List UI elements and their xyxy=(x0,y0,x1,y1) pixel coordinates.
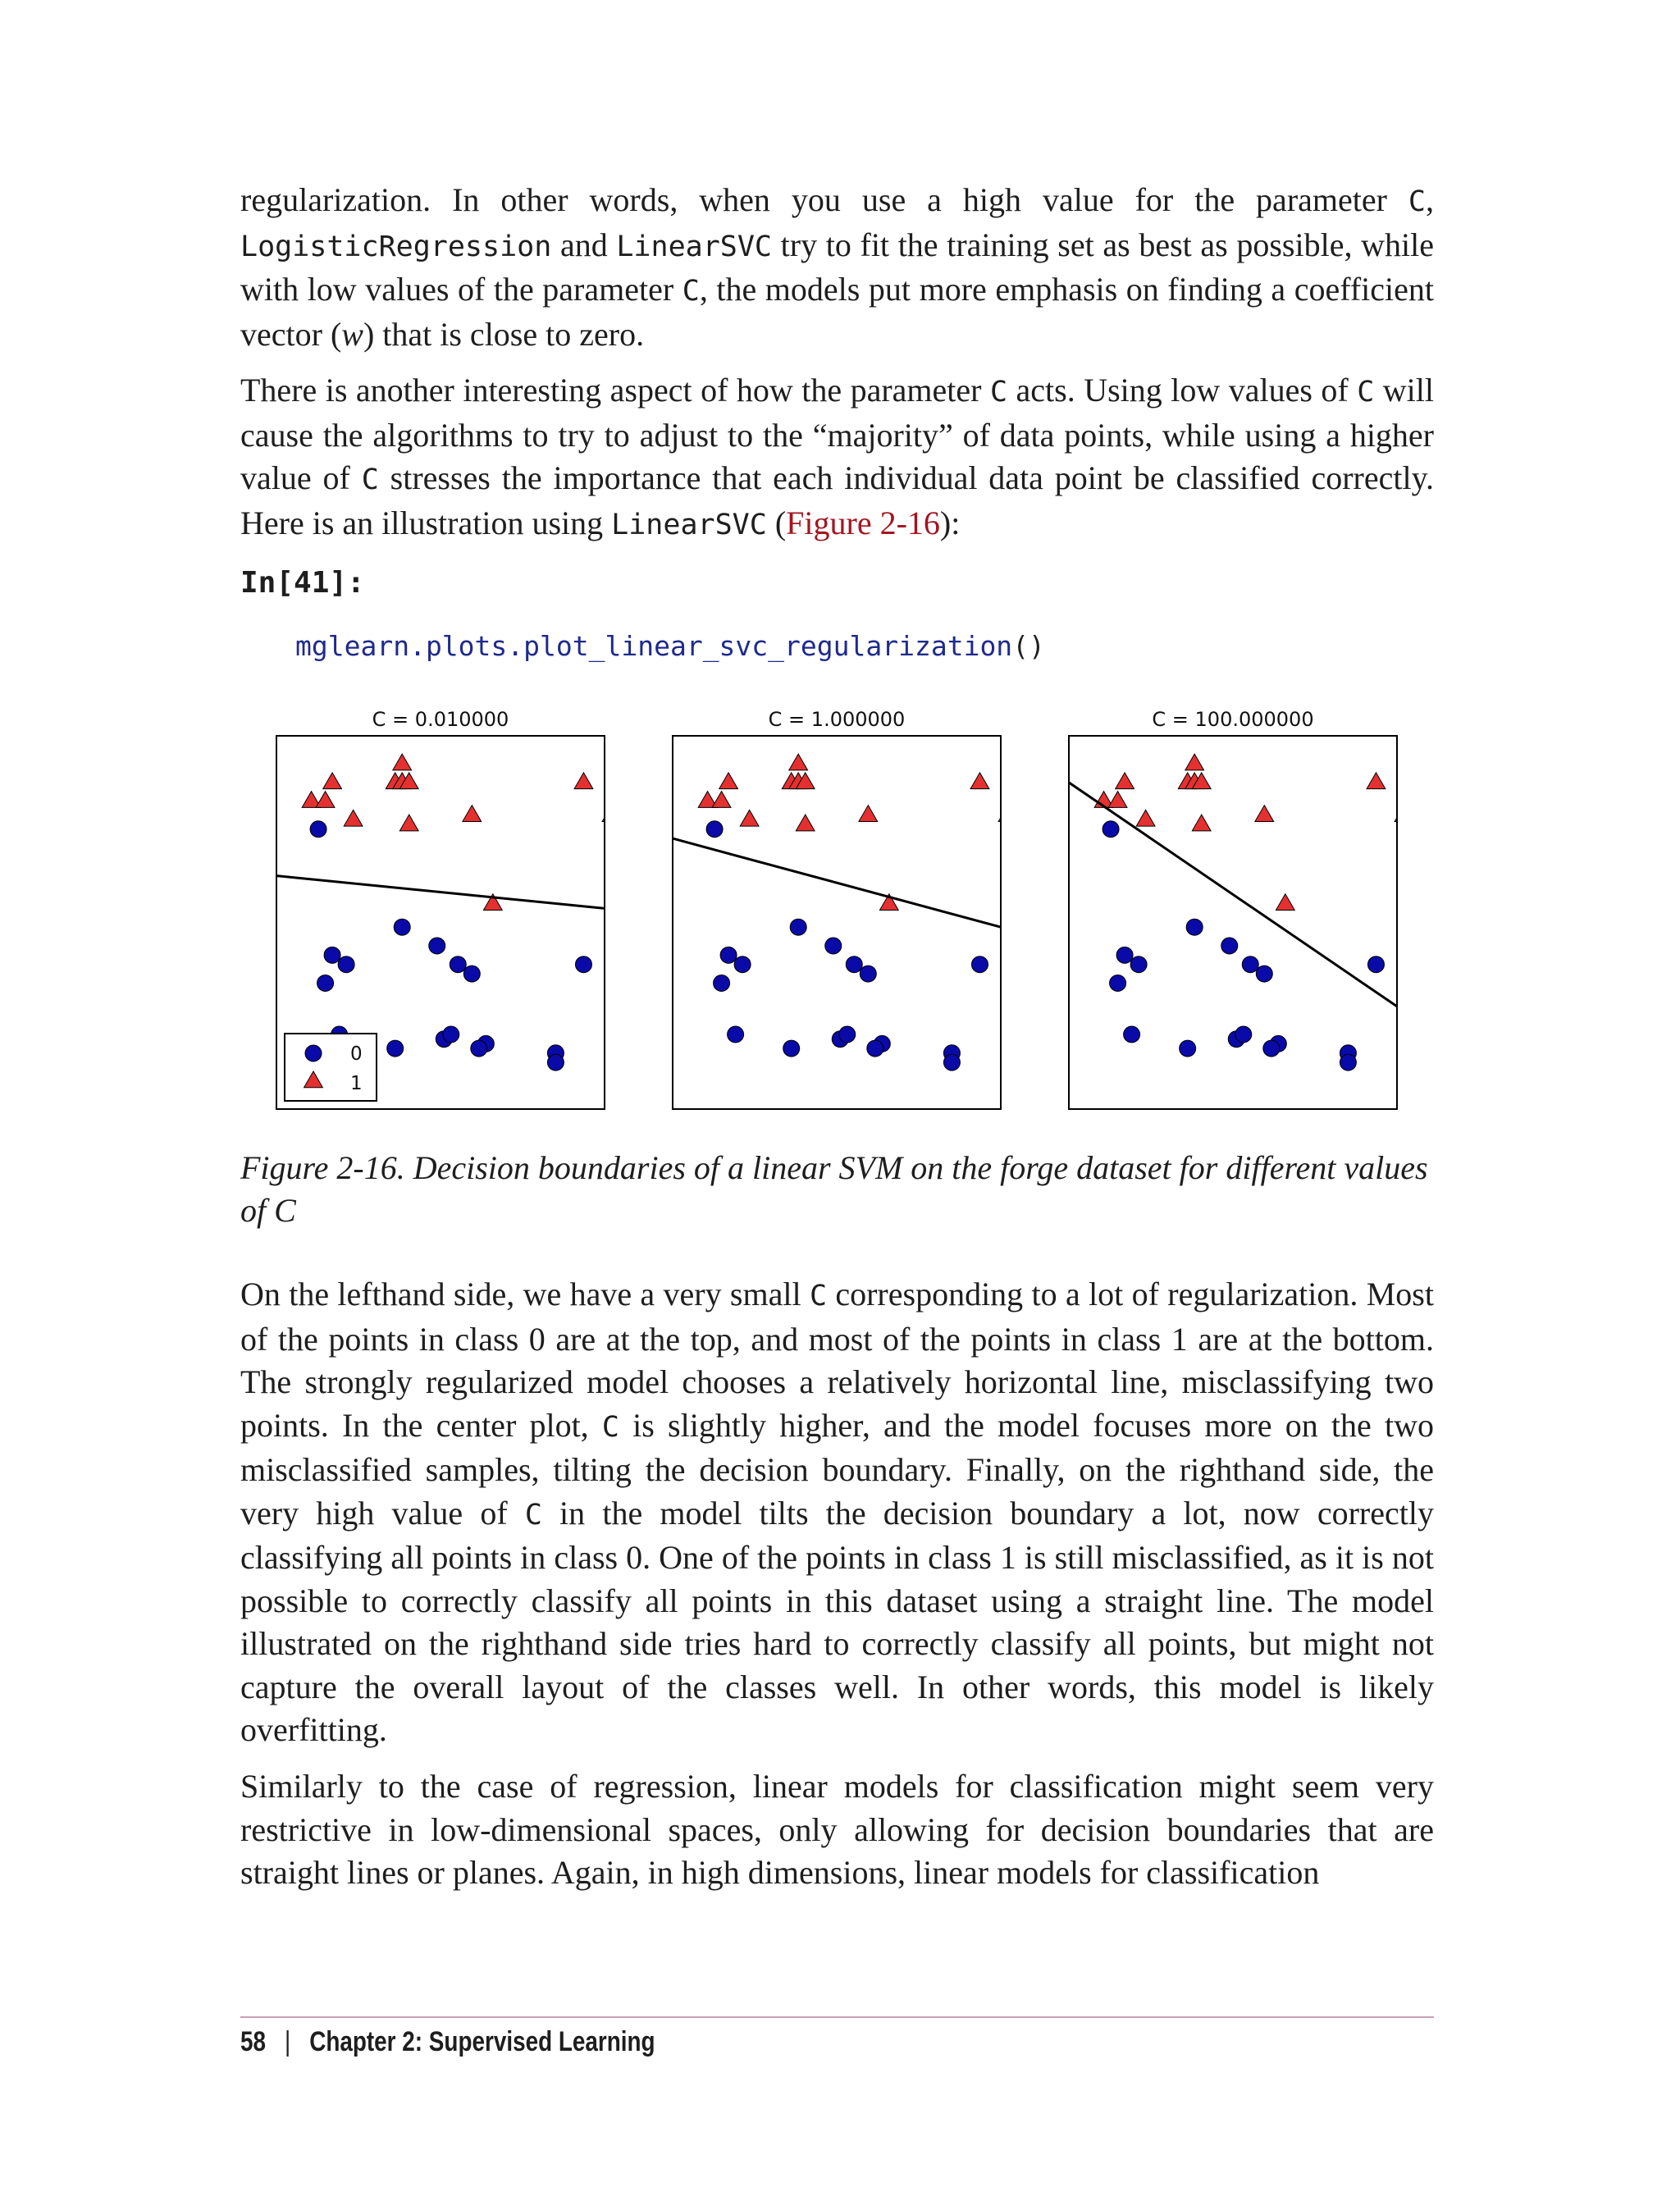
class-0-point xyxy=(720,947,737,963)
class-1-point xyxy=(796,815,815,831)
class-0-point xyxy=(1186,919,1203,935)
class-1-point xyxy=(859,806,878,822)
class-0-point xyxy=(394,919,410,935)
class-0-point xyxy=(1242,956,1258,973)
class-0-point xyxy=(575,956,591,973)
class-0-point xyxy=(971,956,988,973)
class-1-point xyxy=(1116,773,1134,789)
class-0-point xyxy=(839,1026,856,1043)
figure-link[interactable]: Figure 2-16 xyxy=(786,504,940,541)
class-0-point xyxy=(317,975,334,991)
scatter-panel-2 xyxy=(673,708,1017,1109)
class-1-point xyxy=(344,810,363,826)
class-0-point xyxy=(943,1054,960,1071)
class-1-point xyxy=(1136,810,1155,826)
class-0-point xyxy=(860,966,876,982)
class-1-point xyxy=(316,792,335,808)
code-prompt: In[41]: xyxy=(240,566,365,600)
plot-area xyxy=(1069,754,1413,1071)
class-0-point xyxy=(825,938,842,954)
figure-caption: Figure 2-16. Decision boundaries of a linear SVM on the forge dataset for different values of C xyxy=(240,1149,1428,1229)
class-0-point xyxy=(783,1040,800,1057)
class-0-point xyxy=(714,975,730,991)
class-1-point xyxy=(1192,815,1211,831)
class-0-point xyxy=(1110,975,1126,991)
class-0-point xyxy=(1116,947,1133,963)
class-1-point xyxy=(323,773,342,789)
footer-rule xyxy=(240,2016,1434,2018)
class-1-point xyxy=(719,773,738,789)
class-0-point xyxy=(1130,956,1147,973)
legend-box xyxy=(285,1034,377,1101)
class-0-point xyxy=(734,956,751,973)
class-1-point xyxy=(1276,894,1294,911)
legend-marker-0 xyxy=(305,1045,322,1061)
plot-area xyxy=(276,754,621,1071)
class-0-point xyxy=(463,966,480,982)
class-1-point xyxy=(1255,806,1274,822)
paragraph-explanation: On the lefthand side, we have a very small C corresponding to a lot of regularization. Most of the points in class 0 are at the top, and most of the points in class 1 are at the bottom. The strongly regularized model chooses a relatively horizontal line, misclassifying two points. In the center plot, C is slightly higher, and the model focuses more on the two misclassified samples, tilting the decision boundary. Finally, on the righthand side, the very high value of C in the model tilts the decision boundary a lot, now correctly classifying all points in class 0. One of the points in class 1 is still misclassified, as it is not possible to correctly classify all points in this dataset using a straight line. The model illustrated on the righthand side tries hard to correctly classify all points, but might not capture the overall layout of the classes well. In other words, this model is likely overfitting. xyxy=(240,1276,1434,1748)
panel-title: C = 100.000000 xyxy=(1152,708,1314,731)
panel-title: C = 0.010000 xyxy=(372,708,509,731)
paragraph-regularization: regularization. In other words, when you use a high value for the parameter C, LogisticRegression and LinearSVC try to fit the training set as best as possible, while with low values of the parameter C, the models put more emphasis on finding a coefficient vector (w) that is close to zero. xyxy=(240,181,1435,353)
class-1-point xyxy=(1185,754,1204,770)
decision-boundary xyxy=(1069,783,1397,1007)
class-0-point xyxy=(387,1040,404,1057)
paragraph-similarly: Similarly to the case of regression, linear models for classification might seem very restrictive in low-dimensional spaces, only allowing for decision boundaries that are straight lines or planes. Again, in high dimensions, linear models for classification xyxy=(240,1768,1434,1891)
class-1-point xyxy=(393,754,412,770)
class-1-point xyxy=(789,754,808,770)
class-0-point xyxy=(1367,956,1384,973)
decision-boundary xyxy=(276,876,605,909)
class-0-point xyxy=(443,1026,459,1043)
class-0-point xyxy=(450,956,466,973)
class-1-point xyxy=(1367,773,1386,789)
code-line: mglearn.plots.plot_linear_svc_regularization() xyxy=(295,630,1045,662)
class-1-point xyxy=(1108,792,1127,808)
class-0-point xyxy=(1124,1026,1140,1043)
legend-label-0: 0 xyxy=(350,1043,363,1065)
class-0-point xyxy=(1235,1026,1252,1043)
class-0-point xyxy=(1180,1040,1196,1057)
class-0-point xyxy=(1263,1040,1280,1057)
class-0-point xyxy=(846,956,862,973)
class-0-point xyxy=(338,956,354,973)
legend-label-1: 1 xyxy=(350,1073,363,1094)
scatter-panel-3 xyxy=(1069,708,1413,1109)
class-0-point xyxy=(867,1040,883,1057)
class-0-point xyxy=(706,821,723,838)
chapter-title: Chapter 2: Supervised Learning xyxy=(309,2026,655,2057)
class-0-point xyxy=(790,919,806,935)
class-0-point xyxy=(1102,821,1119,838)
class-0-point xyxy=(728,1026,744,1043)
class-0-point xyxy=(1256,966,1272,982)
page-footer: 58 | Chapter 2: Supervised Learning xyxy=(240,2026,655,2057)
decision-boundary xyxy=(673,838,1001,927)
class-1-point xyxy=(712,792,731,808)
paragraph-parameter-c: There is another interesting aspect of how the parameter C acts. Using low values of C will cause the algorithms to try to adjust to the “majority” of data points, while using a higher value of C stresses the importance that each individual data point be classified correctly. Here is an illustration using LinearSVC (Figure 2-16): xyxy=(240,372,1434,541)
class-1-point xyxy=(574,773,593,789)
class-0-point xyxy=(471,1040,487,1057)
class-1-point xyxy=(463,806,482,822)
scatter-panel-1 xyxy=(276,708,621,1109)
class-1-point xyxy=(399,815,418,831)
class-1-point xyxy=(970,773,989,789)
class-0-point xyxy=(1340,1054,1356,1071)
legend xyxy=(285,1034,377,1101)
class-0-point xyxy=(547,1054,564,1071)
plot-area xyxy=(673,754,1017,1071)
page-number: 58 xyxy=(240,2026,267,2057)
class-0-point xyxy=(310,821,326,838)
class-0-point xyxy=(324,947,340,963)
panel-title: C = 1.000000 xyxy=(768,708,906,731)
class-0-point xyxy=(1221,938,1238,954)
class-0-point xyxy=(429,938,445,954)
class-1-point xyxy=(740,810,759,826)
